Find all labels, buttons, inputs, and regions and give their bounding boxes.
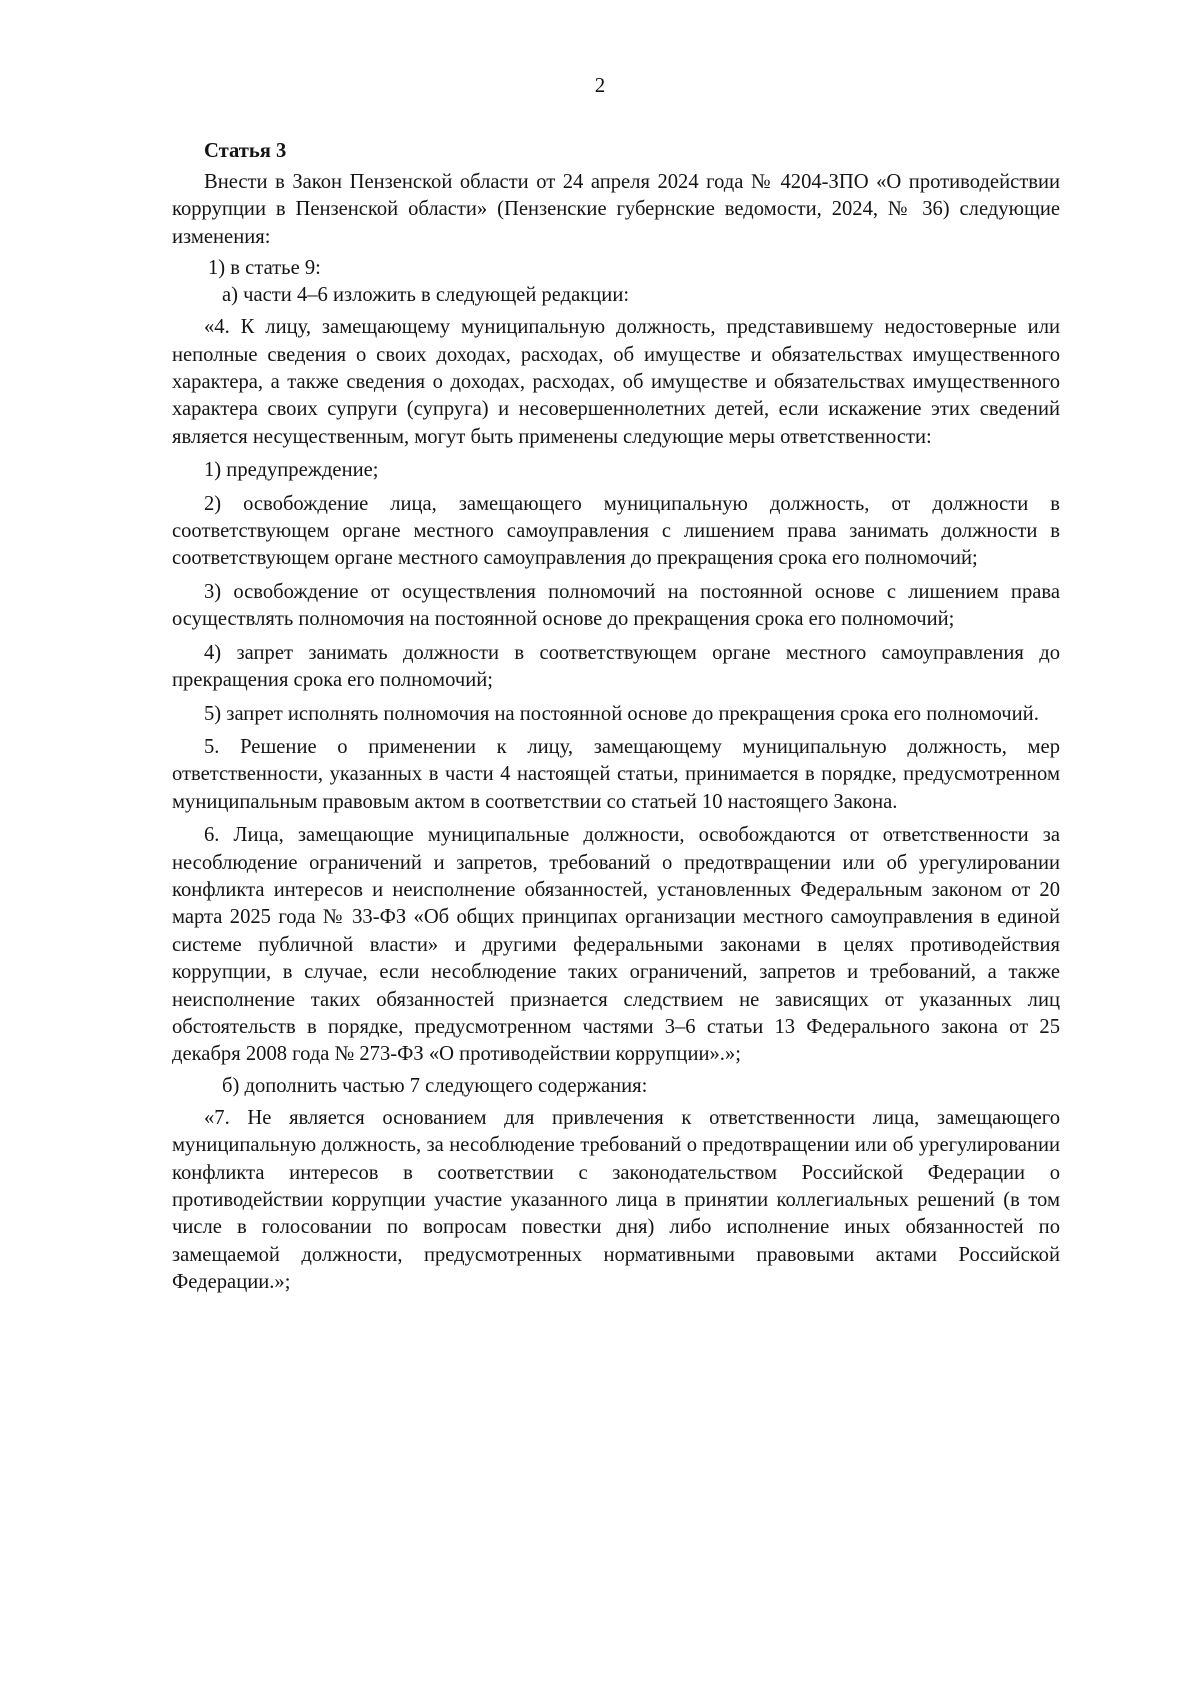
part-4-paragraph: «4. К лицу, замещающему муниципальную должность, представившему недостоверные или неполные сведения о своих доходах, расходах, об имуществе и обязательствах имущественного характера, а также сведения о доходах, расходах, об имуществе и обязательствах имущественного характера своих супруги (супруга) и несовершеннолетних детей, если искажение этих сведений является несущественным, могут быть применены следующие меры ответственности: [172,316,1060,448]
page-number: 2 [594,73,606,97]
measure-1: 1) предупреждение; [204,459,379,482]
sub-item-b: б) дополнить частью 7 следующего содержания: [222,1074,648,1097]
document-body [172,138,1060,1297]
article-title: Статья 3 [204,140,287,162]
measure-3: 3) освобождение от осуществления полномочий на постоянной основе с лишением права осуществлять полномочия на постоянной основе до прекращения срока его полномочий; [172,580,1060,631]
intro-paragraph: Внести в Закон Пензенской области от 24 апреля 2024 года № 4204-ЗПО «О противодействии коррупции в Пензенской области» (Пензенские губернские ведомости, 2024, № 36) следующие изменения: [172,171,1060,248]
item-1: 1) в статье 9: [208,257,321,280]
measure-2: 2) освобождение лица, замещающего муниципальную должность, от должности в соответствующем органе местного самоуправления с лишением права занимать должности в соответствующем органе местного самоуправления до прекращения срока его полномочий; [172,492,1060,570]
part-5-paragraph: 5. Решение о применении к лицу, замещающему муниципальную должность, мер ответственности, указанных в части 4 настоящей статьи, принимается в порядке, предусмотренном муниципальным правовым актом в соответствии со статьей 10 настоящего Закона. [172,735,1060,813]
measure-5: 5) запрет исполнять полномочия на постоянной основе до прекращения срока его полномочий. [204,702,1039,725]
measure-4: 4) запрет занимать должности в соответствующем органе местного самоуправления до прекращения срока его полномочий; [172,641,1060,692]
part-6-paragraph: 6. Лица, замещающие муниципальные должности, освобождаются от ответственности за несоблюдение ограничений и запретов, требований о предотвращении или об урегулировании конфликта интересов и неисполнение обязанностей, установленных Федеральным законом от 20 марта 2025 года № 33-ФЗ «Об общих принципах организации местного самоуправления в единой системе публичной власти» и другими федеральными законами в целях противодействия коррупции, в случае, если несоблюдение таких ограничений, запретов и требований, а также неисполнение таких обязанностей признается следствием не зависящих от указанных лиц обстоятельств в порядке, предусмотренном частями 3–6 статьи 13 Федерального закона от 25 декабря 2008 года № 273-ФЗ «О противодействии коррупции».»; [172,824,1060,1066]
part-7-paragraph: «7. Не является основанием для привлечения к ответственности лица, замещающего муниципальную должность, за несоблюдение требований о предотвращении или об урегулировании конфликта интересов в соответствии с законодательством Российской Федерации о противодействии коррупции участие указанного лица в принятии коллегиальных решений (в том числе в голосовании по вопросам повестки дня) либо исполнение иных обязанностей по замещаемой должности, предусмотренных нормативными правовыми актами Российской Федерации.»; [172,1106,1060,1294]
sub-item-a: а) части 4–6 изложить в следующей редакции: [222,284,630,307]
